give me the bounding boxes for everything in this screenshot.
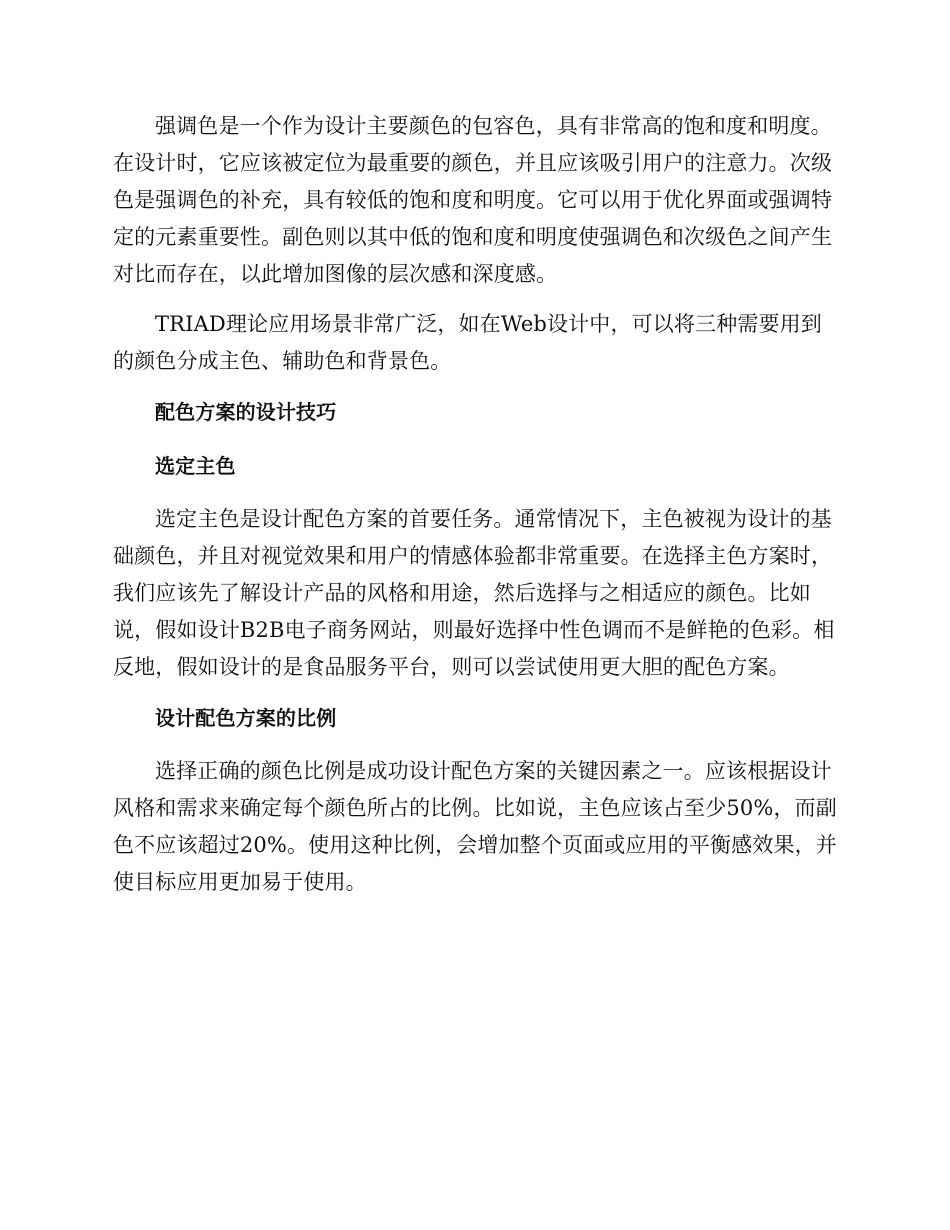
- paragraph-triad-theory: TRIAD理论应用场景非常广泛，如在Web设计中，可以将三种需要用到的颜色分成主色、辅助色和背景色。: [113, 312, 822, 373]
- heading-color-ratio: 设计配色方案的比例: [155, 706, 337, 730]
- heading-choose-primary-color: 选定主色: [155, 454, 236, 478]
- heading-color-scheme-tips: 配色方案的设计技巧: [155, 400, 337, 424]
- paragraph-accent-colors: 强调色是一个作为设计主要颜色的包容色，具有非常高的饱和度和明度。在设计时，它应该被定位为最重要的颜色，并且应该吸引用户的注意力。次级色是强调色的补充，具有较低的饱和度和明度。它可以用于优化界面或强调特定的元素重要性。副色则以其中低的饱和度和明度使强调色和次级色之间产生对比而存在，以此增加图像的层次感和深度感。: [113, 114, 833, 286]
- paragraph-choose-primary-color: 选定主色是设计配色方案的首要任务。通常情况下，主色被视为设计的基础颜色，并且对视觉效果和用户的情感体验都非常重要。在选择主色方案时，我们应该先了解设计产品的风格和用途，然后选择与之相适应的颜色。比如说，假如设计B2B电子商务网站，则最好选择中性色调而不是鲜艳的色彩。相反地，假如设计的是食品服务平台，则可以尝试使用更大胆的配色方案。: [113, 507, 835, 679]
- paragraph-color-ratio: 选择正确的颜色比例是成功设计配色方案的关键因素之一。应该根据设计风格和需求来确定每个颜色所占的比例。比如说，主色应该占至少50%，而副色不应该超过20%。使用这种比例，会增加整个页面或应用的平衡感效果，并使目标应用更加易于使用。: [113, 759, 837, 894]
